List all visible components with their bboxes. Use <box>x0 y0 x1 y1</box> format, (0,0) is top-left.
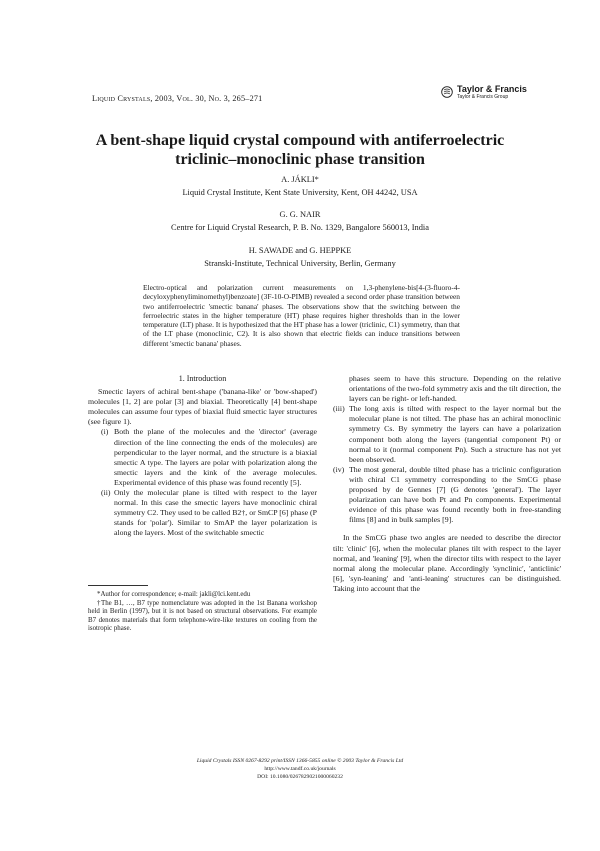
author-1: A. JÁKLI* <box>281 175 319 184</box>
list-label-ii: (ii) <box>101 488 111 498</box>
list-text-i: Both the plane of the molecules and the 'director' (average direction of the line connecting the ends of the molecules) are perpendicular to the layer normal, and the structure is a biaxial smectic A type. The layers are polar with polarization along the smectic layers and the kink of the average molecules. Experimental evidence of this phase was found recently [5]. <box>114 427 317 487</box>
section-heading: 1. Introduction <box>178 374 227 383</box>
affiliation-3: Stranski-Institute, Technical University, Berlin, Germany <box>204 259 396 268</box>
title-line-2: triclinic–monoclinic phase transition <box>175 151 425 168</box>
journal-citation: Liquid Crystals, 2003, Vol. 30, No. 3, 265–271 <box>92 94 263 103</box>
list-text-iii: The long axis is tilted with respect to the layer normal but the molecular plane is not tilted. The phase has an achiral monoclinic symmetry Cs. By symmetry the layers can have a polarization component both along the layers (tangential component Pt) or normal to it (normal component Pn). Such a structure has not yet been observed. <box>349 404 561 464</box>
list-item-iv <box>333 465 561 526</box>
footnote-1: *Author for correspondence; e-mail: jakli@lci.kent.edu <box>97 591 251 598</box>
footnote-2: †The B1, …, B7 type nomenclature was adopted in the 1st Banana workshop held in Berlin (1997), but it is not based on structural observations. For example B7 denotes materials that form telephone-wire-like textures on cooling from the isotropic phase. <box>88 599 317 633</box>
footer-issn <box>60 758 540 765</box>
list-label-iv: (iv) <box>333 464 345 474</box>
paper-title <box>60 131 540 169</box>
affiliation-1: Liquid Crystal Institute, Kent State University, Kent, OH 44242, USA <box>182 188 418 197</box>
body-column-right <box>333 374 561 594</box>
list-item-ii <box>88 488 317 538</box>
intro-paragraph: Smectic layers of achiral bent-shape ('banana-like' or 'bow-shaped') molecules [1, 2] are polar [3] and biaxial. Theoretically [4] bent-shape molecules can assume four types of biaxial fluid smectic layer structures (see figure 1). <box>88 387 317 427</box>
list-text-ii-continued: phases seem to have this structure. Depending on the relative orientations of the two-fold symmetry axis and the tilt direction, the layers can be right- or left-handed. <box>349 374 561 404</box>
title-line-1: A bent-shape liquid crystal compound with antiferroelectric <box>95 132 505 149</box>
affiliation-2: Centre for Liquid Crystal Research, P. B. No. 1329, Bangalore 560013, India <box>171 223 429 232</box>
author-2: G. G. NAIR <box>279 210 321 219</box>
list-text-ii: Only the molecular plane is tilted with respect to the layer normal. In this case the smectic layers have monoclinic chiral symmetry C2. They used to be called B2†, or SmCP [6] phase (P stands for 'polar'). Similar to SmAP the layer polarization is along the layers. Most of the switchable smectic <box>114 488 317 538</box>
publisher-logo-icon <box>441 86 453 98</box>
footer-issn-text: Liquid Crystals ISSN 0267-8292 print/ISSN 1366-5855 online © 2003 Taylor & Francis Ltd <box>196 758 404 764</box>
list-item-i <box>88 427 317 488</box>
footer-url: http://www.tandf.co.uk/journals <box>264 766 336 772</box>
list-item-iii <box>333 404 561 465</box>
abstract: Electro-optical and polarization current measurements on 1,3-phenylene-bis[4-(3-fluoro-4-decyloxyphenyliminomethyl)benzoate] (3F-10-O-PIMB) revealed a second order phase transition between two antiferroelectric 'smectic banana' phases. The observations show that the switching between the ferroelectric states in the higher temperature (HT) phase requires higher thresholds than in the lower temperature (LT) phase. It is hypothesized that the HT phase has a lower (triclinic, C1) symmetry, than that of the LT phase (monoclinic, C2). It is also shown that electric fields can induce transitions between different 'smectic banana' phases. <box>143 283 460 348</box>
paragraph-tilt-angles: In the SmCG phase two angles are needed to describe the director tilt: 'clinic' [6], when the molecular planes tilt with respect to the layer normal, and 'leaning' [9], when the director tilts with respect to the layer normal along the molecular plane. Accordingly 'synclinic', 'anticlinic' [6], 'syn-leaning' and 'anti-leaning' structures can be distinguished. Taking into account that the <box>333 533 561 593</box>
footnote-rule <box>88 585 148 586</box>
list-label-i: (i) <box>101 427 109 437</box>
list-label-iii: (iii) <box>333 404 345 414</box>
publisher-name: Taylor & Francis <box>457 84 527 94</box>
footnotes <box>88 591 317 634</box>
author-3: H. SAWADE and G. HEPPKE <box>248 246 352 255</box>
publisher-group: Taylor & Francis Group <box>457 94 509 100</box>
footer-doi: DOI: 10.1080/0267829021000060232 <box>257 774 343 780</box>
body-column-left <box>88 374 317 539</box>
list-text-iv: The most general, double tilted phase has a triclinic configuration with chiral C1 symmetry corresponding to the SmCG phase proposed by de Gennes [7] (G denotes 'general'). The layer polarization can have both Pt and Pn components. Experimental evidence of this phase was found recently both in free-standing films [8] and in bulk samples [9]. <box>349 464 561 525</box>
publisher-logo <box>441 83 527 105</box>
